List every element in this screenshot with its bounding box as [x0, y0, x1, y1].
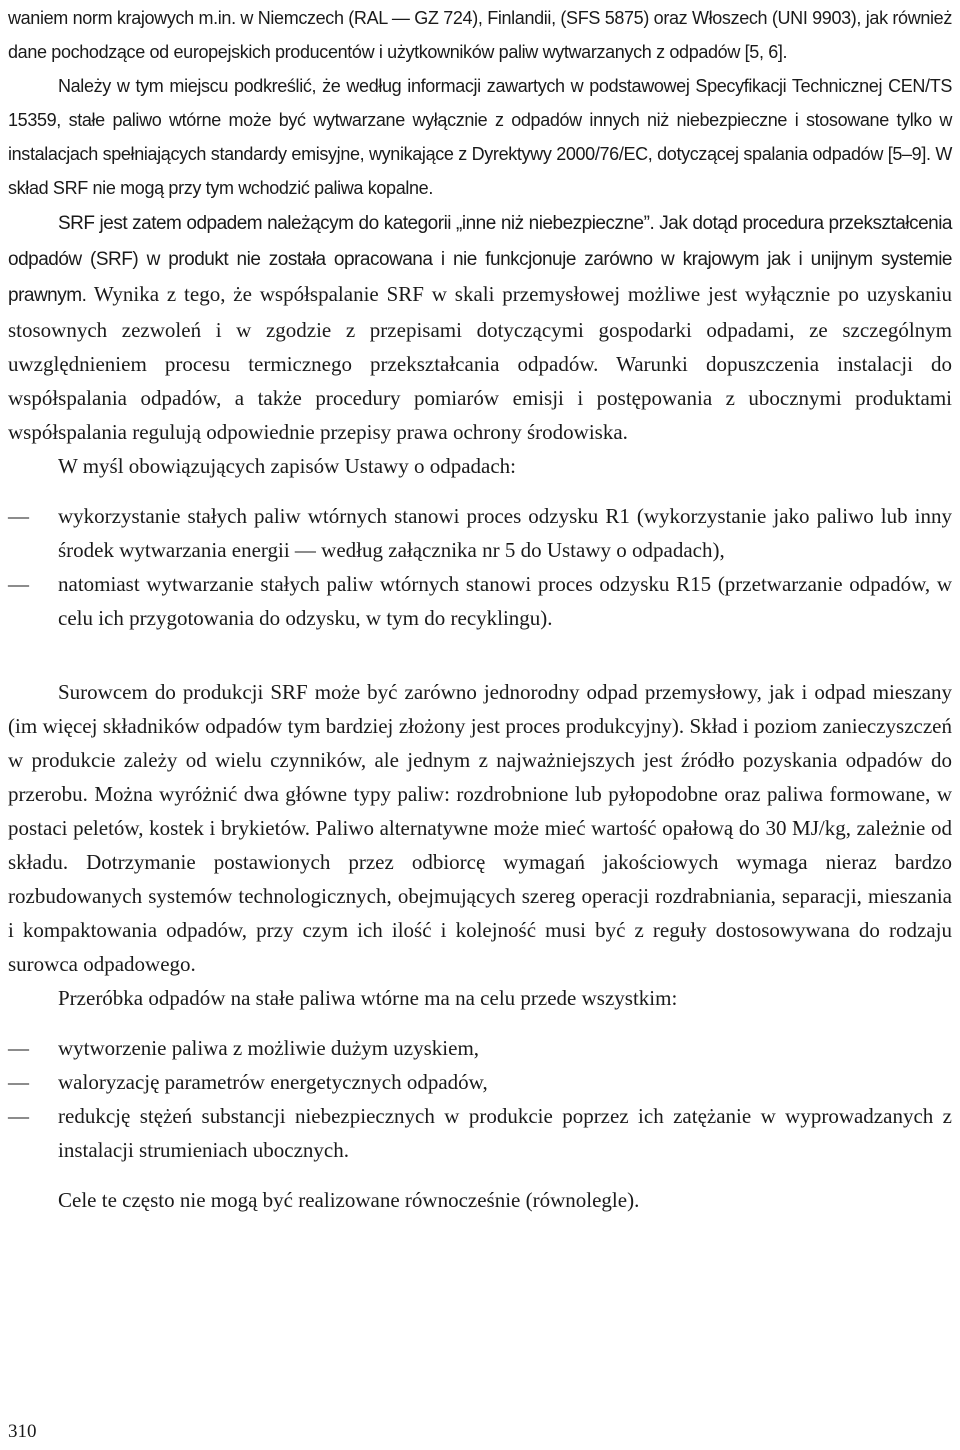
paragraph-cen-ts: Należy w tym miejscu podkreślić, że według informacji zawartych w podstawowej Specyfikacji Technicznej CEN/TS 15359, stałe paliwo wtórne może być wytwarzane wyłącznie z odpadów innych niż niebezpieczne i stosowane tylko w instalacjach spełniających standardy emisyjne, wynikające z Dyrektywy 2000/76/EC, dotyczącej spalania odpadów [5–9]. W skład SRF nie mogą przy tym wchodzić paliwa kopalne. — [8, 76, 952, 198]
list-item — [8, 567, 952, 635]
srf-category-serif: Wynika z tego, że współspalanie SRF w skali przemysłowej możliwe jest wyłącznie po uzyskaniu stosownych zezwoleń i w zgodzie z przepisami dotyczącymi gospodarki odpadami, ze szczególnym uwzględnieniem procesu termicznego przekształcania odpadów. Warunki dopuszczenia instalacji do współspalania odpadów, a także procedury pomiarów emisji i postępowania z ubocznymi produktami współspalania regulują odpowiednie przepisy prawa ochrony środowiska. — [8, 282, 952, 444]
paragraph-processing-goals: Przeróbka odpadów na stałe paliwa wtórne ma na celu przede wszystkim: — [58, 986, 678, 1010]
list-item — [8, 1065, 952, 1099]
dash-marker: — — [8, 1070, 29, 1094]
page-number: 310 — [8, 1421, 37, 1442]
paragraph-closing: Cele te często nie mogą być realizowane równocześnie (równolegle). — [58, 1188, 640, 1212]
list-item-text: wytworzenie paliwa z możliwie dużym uzyskiem, — [58, 1036, 480, 1060]
paragraph-continuation: waniem norm krajowych m.in. w Niemczech (RAL — GZ 724), Finlandii, (SFS 5875) oraz Włoszech (UNI 9903), jak również dane pochodzące od europejskich producentów i użytkowników paliw wytwarzanych z odpadów [5, 6]. — [8, 8, 952, 62]
list-item — [8, 1031, 952, 1065]
list-item — [8, 499, 952, 567]
document-page — [8, 0, 952, 1217]
list-item — [8, 1099, 952, 1167]
dash-marker: — — [8, 504, 29, 528]
paragraph-srf-category — [8, 205, 952, 449]
list-item-text: waloryzację parametrów energetycznych odpadów, — [58, 1070, 488, 1094]
list-item-text: natomiast wytwarzanie stałych paliw wtórnych stanowi proces odzysku R15 (przetwarzanie odpadów, w celu ich przygotowania do odzysku, w tym do recyklingu). — [58, 572, 952, 630]
paragraph-ustawa: W myśl obowiązujących zapisów Ustawy o odpadach: — [58, 454, 516, 478]
dash-marker: — — [8, 572, 29, 596]
paragraph-raw-material: Surowcem do produkcji SRF może być zarówno jednorodny odpad przemysłowy, jak i odpad mieszany (im więcej składników odpadów tym bardziej złożony jest proces produkcyjny). Skład i poziom zanieczyszczeń w produkcie zależy od wielu czynników, ale jednym z najważniejszych jest źródło pozyskania odpadów do przerobu. Można wyróżnić dwa główne typy paliw: rozdrobnione lub pyłopodobne oraz paliwa formowane, w postaci peletów, kostek i brykietów. Paliwo alternatywne może mieć wartość opałową do 30 MJ/kg, zależnie od składu. Dotrzymanie postawionych przez odbiorcę wymagań jakościowych wymaga nieraz bardzo rozbudowanych systemów technologicznych, obejmujących szereg operacji rozdrabniania, separacji, mieszania i kompaktowania odpadów, przy czym ich ilość i kolejność musi być z reguły dostosowywana do rodzaju surowca odpadowego. — [8, 680, 952, 976]
processing-goals-list — [8, 1031, 952, 1167]
dash-marker: — — [8, 1036, 29, 1060]
dash-marker: — — [8, 1104, 29, 1128]
list-item-text: redukcję stężeń substancji niebezpiecznych w produkcie poprzez ich zatężanie w wyprowadzanych z instalacji strumieniach ubocznych. — [58, 1104, 952, 1162]
srf-category-sans: SRF jest zatem odpadem należącym do kategorii „inne niż niebezpieczne”. Jak dotąd procedura przekształcenia odpadów (SRF) w produkt nie została opracowana i nie funkcjonuje zarówno w krajowym jak i unijnym systemie prawnym. — [8, 213, 952, 306]
recovery-process-list — [8, 499, 952, 635]
list-item-text: wykorzystanie stałych paliw wtórnych stanowi proces odzysku R1 (wykorzystanie jako paliwo lub inny środek wytwarzania energii — według załącznika nr 5 do Ustawy o odpadach), — [58, 504, 952, 562]
